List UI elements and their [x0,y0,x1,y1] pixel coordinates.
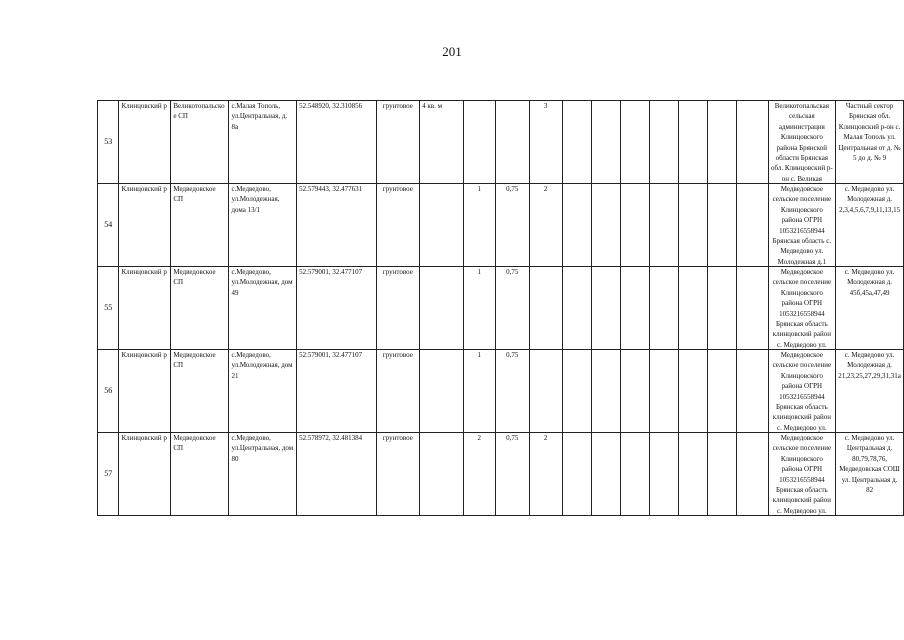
count-cell [529,267,562,350]
empty-cell [707,433,736,516]
empty-cell [562,101,591,184]
volume-cell: 0,75 [495,267,529,350]
containers-cell: 1 [463,350,495,433]
served-area-text: с. Медведово ул. Молодежная д. 21,23,25,27,29,31,31а [838,351,901,380]
empty-cell [620,350,649,433]
served-area-cell [836,433,904,516]
area-cell [420,433,464,516]
count-cell [529,350,562,433]
table-row [98,101,904,184]
volume-cell: 0,75 [495,184,529,267]
count-cell: 3 [529,101,562,184]
empty-cell [649,101,678,184]
served-area-text: с. Медведово ул. Молодежная д. 2,3,4,5,6,7,9,11,13,15 [839,185,901,214]
empty-cell [562,433,591,516]
empty-cell [562,184,591,267]
organization-cell [768,350,836,433]
row-number: 53 [98,101,119,184]
district-cell: Клинцовский р [119,350,171,433]
served-area-cell [836,101,904,184]
served-area-text: с. Медведово ул. Молодежная д. 45б,45а,47,49 [844,268,895,297]
table-row [98,184,904,267]
empty-cell [736,350,768,433]
empty-cell [649,350,678,433]
area-cell [420,350,464,433]
surface-cell: грунтовое [376,101,420,184]
settlement-cell: Медведовское СП [171,267,229,350]
empty-cell [736,433,768,516]
district-cell: Клинцовский р [119,267,171,350]
settlement-cell: Медведовское СП [171,433,229,516]
containers-cell: 2 [463,433,495,516]
empty-cell [562,267,591,350]
empty-cell [678,267,707,350]
surface-cell: грунтовое [376,184,420,267]
served-area-cell [836,184,904,267]
containers-cell [463,101,495,184]
empty-cell [620,433,649,516]
waste-sites-table [97,100,904,516]
organization-text: Медведовское сельское поселение Клинцовского района ОГРН 1053216558944 Брянская область клинцовский район с. Медведово ул. [772,268,832,349]
served-area-text: с. Медведово ул. Центральная д. 80,79,78,76, Медведовская СОШ ул. Центральная д. 82 [839,434,900,495]
empty-cell [562,350,591,433]
surface-cell: грунтовое [376,267,420,350]
empty-cell [649,184,678,267]
containers-cell: 1 [463,184,495,267]
volume-cell: 0,75 [495,433,529,516]
area-cell [420,267,464,350]
empty-cell [620,184,649,267]
empty-cell [678,350,707,433]
coords-cell: 52.548920, 32.310856 [297,101,377,184]
address-cell: с.Медведово, ул.Молодежная, дома 13/1 [229,184,297,267]
count-cell: 2 [529,184,562,267]
containers-cell: 1 [463,267,495,350]
coords-cell: 52.578972, 32.481384 [297,433,377,516]
address-cell: с.Малая Тополь, ул.Центральная, д. 8а [229,101,297,184]
empty-cell [678,101,707,184]
organization-text: Медведовское сельское поселение Клинцовского района ОГРН 1053216558944 Брянская область клинцовский район с. Медведово ул. [772,434,832,515]
settlement-cell: Медведовское СП [171,184,229,267]
address-cell: с.Медведово, ул.Молодежная, дом 21 [229,350,297,433]
district-cell: Клинцовский р [119,184,171,267]
volume-cell: 0,75 [495,350,529,433]
volume-cell [495,101,529,184]
served-area-cell [836,350,904,433]
empty-cell [591,101,620,184]
empty-cell [678,433,707,516]
coords-cell: 52.579001, 32.477107 [297,267,377,350]
page-number: 201 [442,44,462,59]
row-number: 55 [98,267,119,350]
coords-cell: 52.579001, 32.477107 [297,350,377,433]
empty-cell [649,433,678,516]
district-cell: Клинцовский р [119,433,171,516]
row-number: 54 [98,184,119,267]
organization-text: Медведовское сельское поселение Клинцовского района ОГРН 1053216558944 Брянская область клинцовский район с. Медведово ул. [772,351,832,432]
address-cell: с.Медведово, ул.Центральная, дом 80 [229,433,297,516]
empty-cell [591,184,620,267]
empty-cell [707,267,736,350]
organization-cell [768,101,836,184]
empty-cell [678,184,707,267]
organization-cell [768,433,836,516]
served-area-cell [836,267,904,350]
row-number: 57 [98,433,119,516]
district-cell: Клинцовский р [119,101,171,184]
count-cell: 2 [529,433,562,516]
empty-cell [736,184,768,267]
empty-cell [591,350,620,433]
served-area-text: Частный сектор Брянская обл. Клинцовский р-он с. Малая Тополь ул. Центральная от д. № 5 до д. № 9 [838,102,901,163]
empty-cell [707,350,736,433]
row-number: 56 [98,350,119,433]
area-cell: 4 кв. м [420,101,464,184]
empty-cell [620,101,649,184]
table-row [98,433,904,516]
empty-cell [649,267,678,350]
organization-cell [768,267,836,350]
organization-text: Великотопальская сельская администрация Клинцовского района Брянской области Брянская обл. Клинцовский р-он с. Великая [771,102,833,183]
coords-cell: 52.579443, 32.477631 [297,184,377,267]
settlement-cell: Великотопальско е СП [171,101,229,184]
table-row [98,350,904,433]
table-row [98,267,904,350]
empty-cell [591,267,620,350]
empty-cell [620,267,649,350]
organization-text: Медведовское сельское поселение Клинцовского района ОГРН 1053216558944 Брянская область с. Медведово ул. Молодежная д.1 [772,185,832,266]
empty-cell [707,101,736,184]
empty-cell [591,433,620,516]
surface-cell: грунтовое [376,350,420,433]
settlement-cell: Медведовское СП [171,350,229,433]
empty-cell [736,267,768,350]
area-cell [420,184,464,267]
empty-cell [736,101,768,184]
address-cell: с.Медведово, ул.Молодежная, дом 49 [229,267,297,350]
empty-cell [707,184,736,267]
surface-cell: грунтовое [376,433,420,516]
organization-cell [768,184,836,267]
